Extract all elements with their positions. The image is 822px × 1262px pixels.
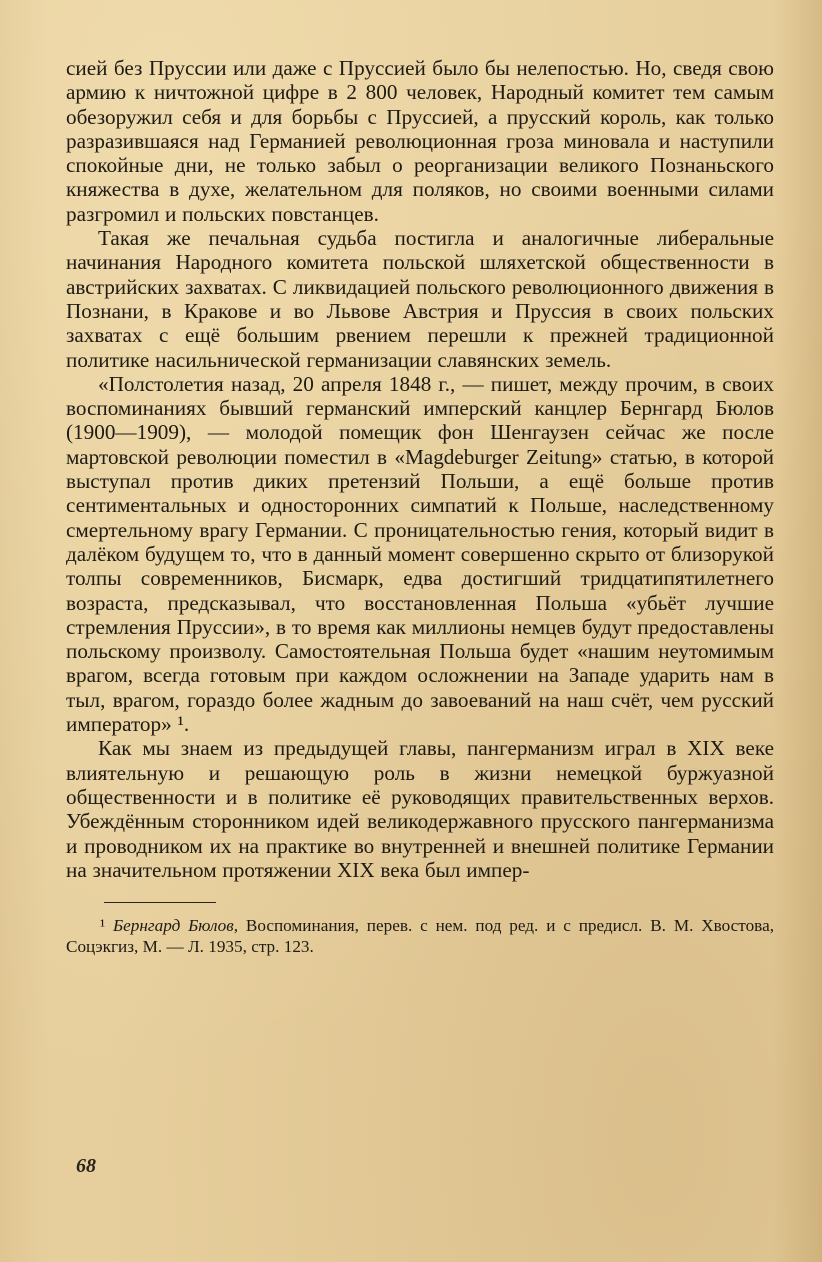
- footnote-text: , Воспоминания, перев. с нем. под ред. и с предисл. В. М. Хвостова, Соцэкгиз, М. — Л. 1935, стр. 123.: [66, 916, 774, 957]
- paragraph-2: Такая же печальная судьба постигла и аналогичные либеральные начинания Народного комитета польской шляхетской общественности в австрийских захватах. С ликвидацией польского революционного движения в Познани, в Кракове и во Львове Австрия и Пруссия в своих польских захватах с ещё большим рвением перешли к прежней традиционной политике насильнической германизации славянских земель.: [66, 226, 774, 372]
- footnote-author: Бернгард Бюлов: [113, 916, 234, 936]
- paragraph-4: Как мы знаем из предыдущей главы, пангерманизм играл в XIX веке влиятельную и решающую роль в жизни немецкой буржуазной общественности и в политике её руководящих правительственных верхов. Убеждённым сторонником идей великодержавного прусского пангерманизма и проводником их на практике во внутренней и внешней политике Германии на значительном протяжении XIX века был импер-: [66, 736, 774, 882]
- footnote-divider: [104, 902, 216, 903]
- paragraph-3: «Полстолетия назад, 20 апреля 1848 г., — пишет, между прочим, в своих воспоминаниях бывший германский имперский канцлер Бернгард Бюлов (1900—1909), — молодой помещик фон Шенгаузен сейчас же после мартовской революции поместил в «Magdeburger Zeitung» статью, в которой выступал против диких претензий Польши, а ещё больше против сентиментальных и односторонних симпатий к Польше, наследственному смертельному врагу Германии. С проницательностью гения, который видит в далёком будущем то, что в данный момент совершенно скрыто от близорукой толпы современников, Бисмарк, едва достигший тридцатипятилетнего возраста, предсказывал, что восстановленная Польша «убьёт лучшие стремления Пруссии», в то время как миллионы немцев будут предоставлены польскому произволу. Самостоятельная Польша будет «нашим неутомимым врагом, всегда готовым при каждом осложнении на Западе ударить нам в тыл, врагом, гораздо более жадным до завоеваний на наш счёт, чем русский император» ¹.: [66, 371, 774, 737]
- page-body: [66, 56, 774, 957]
- footnote: [66, 915, 774, 957]
- paragraph-1: сией без Пруссии или даже с Пруссией было бы нелепостью. Но, сведя свою армию к ничтожной цифре в 2 800 человек, Народный комитет тем самым обезоружил себя и для борьбы с Пруссией, а прусский король, как только разразившаяся над Германией революционная гроза миновала и наступили спокойные дни, не только забыл о реорганизации великого Познаньского княжества в духе, желательном для поляков, но своими военными силами разгромил и польских повстанцев.: [66, 56, 774, 226]
- footnote-marker: ¹: [100, 916, 106, 936]
- page-number: 68: [76, 1155, 96, 1177]
